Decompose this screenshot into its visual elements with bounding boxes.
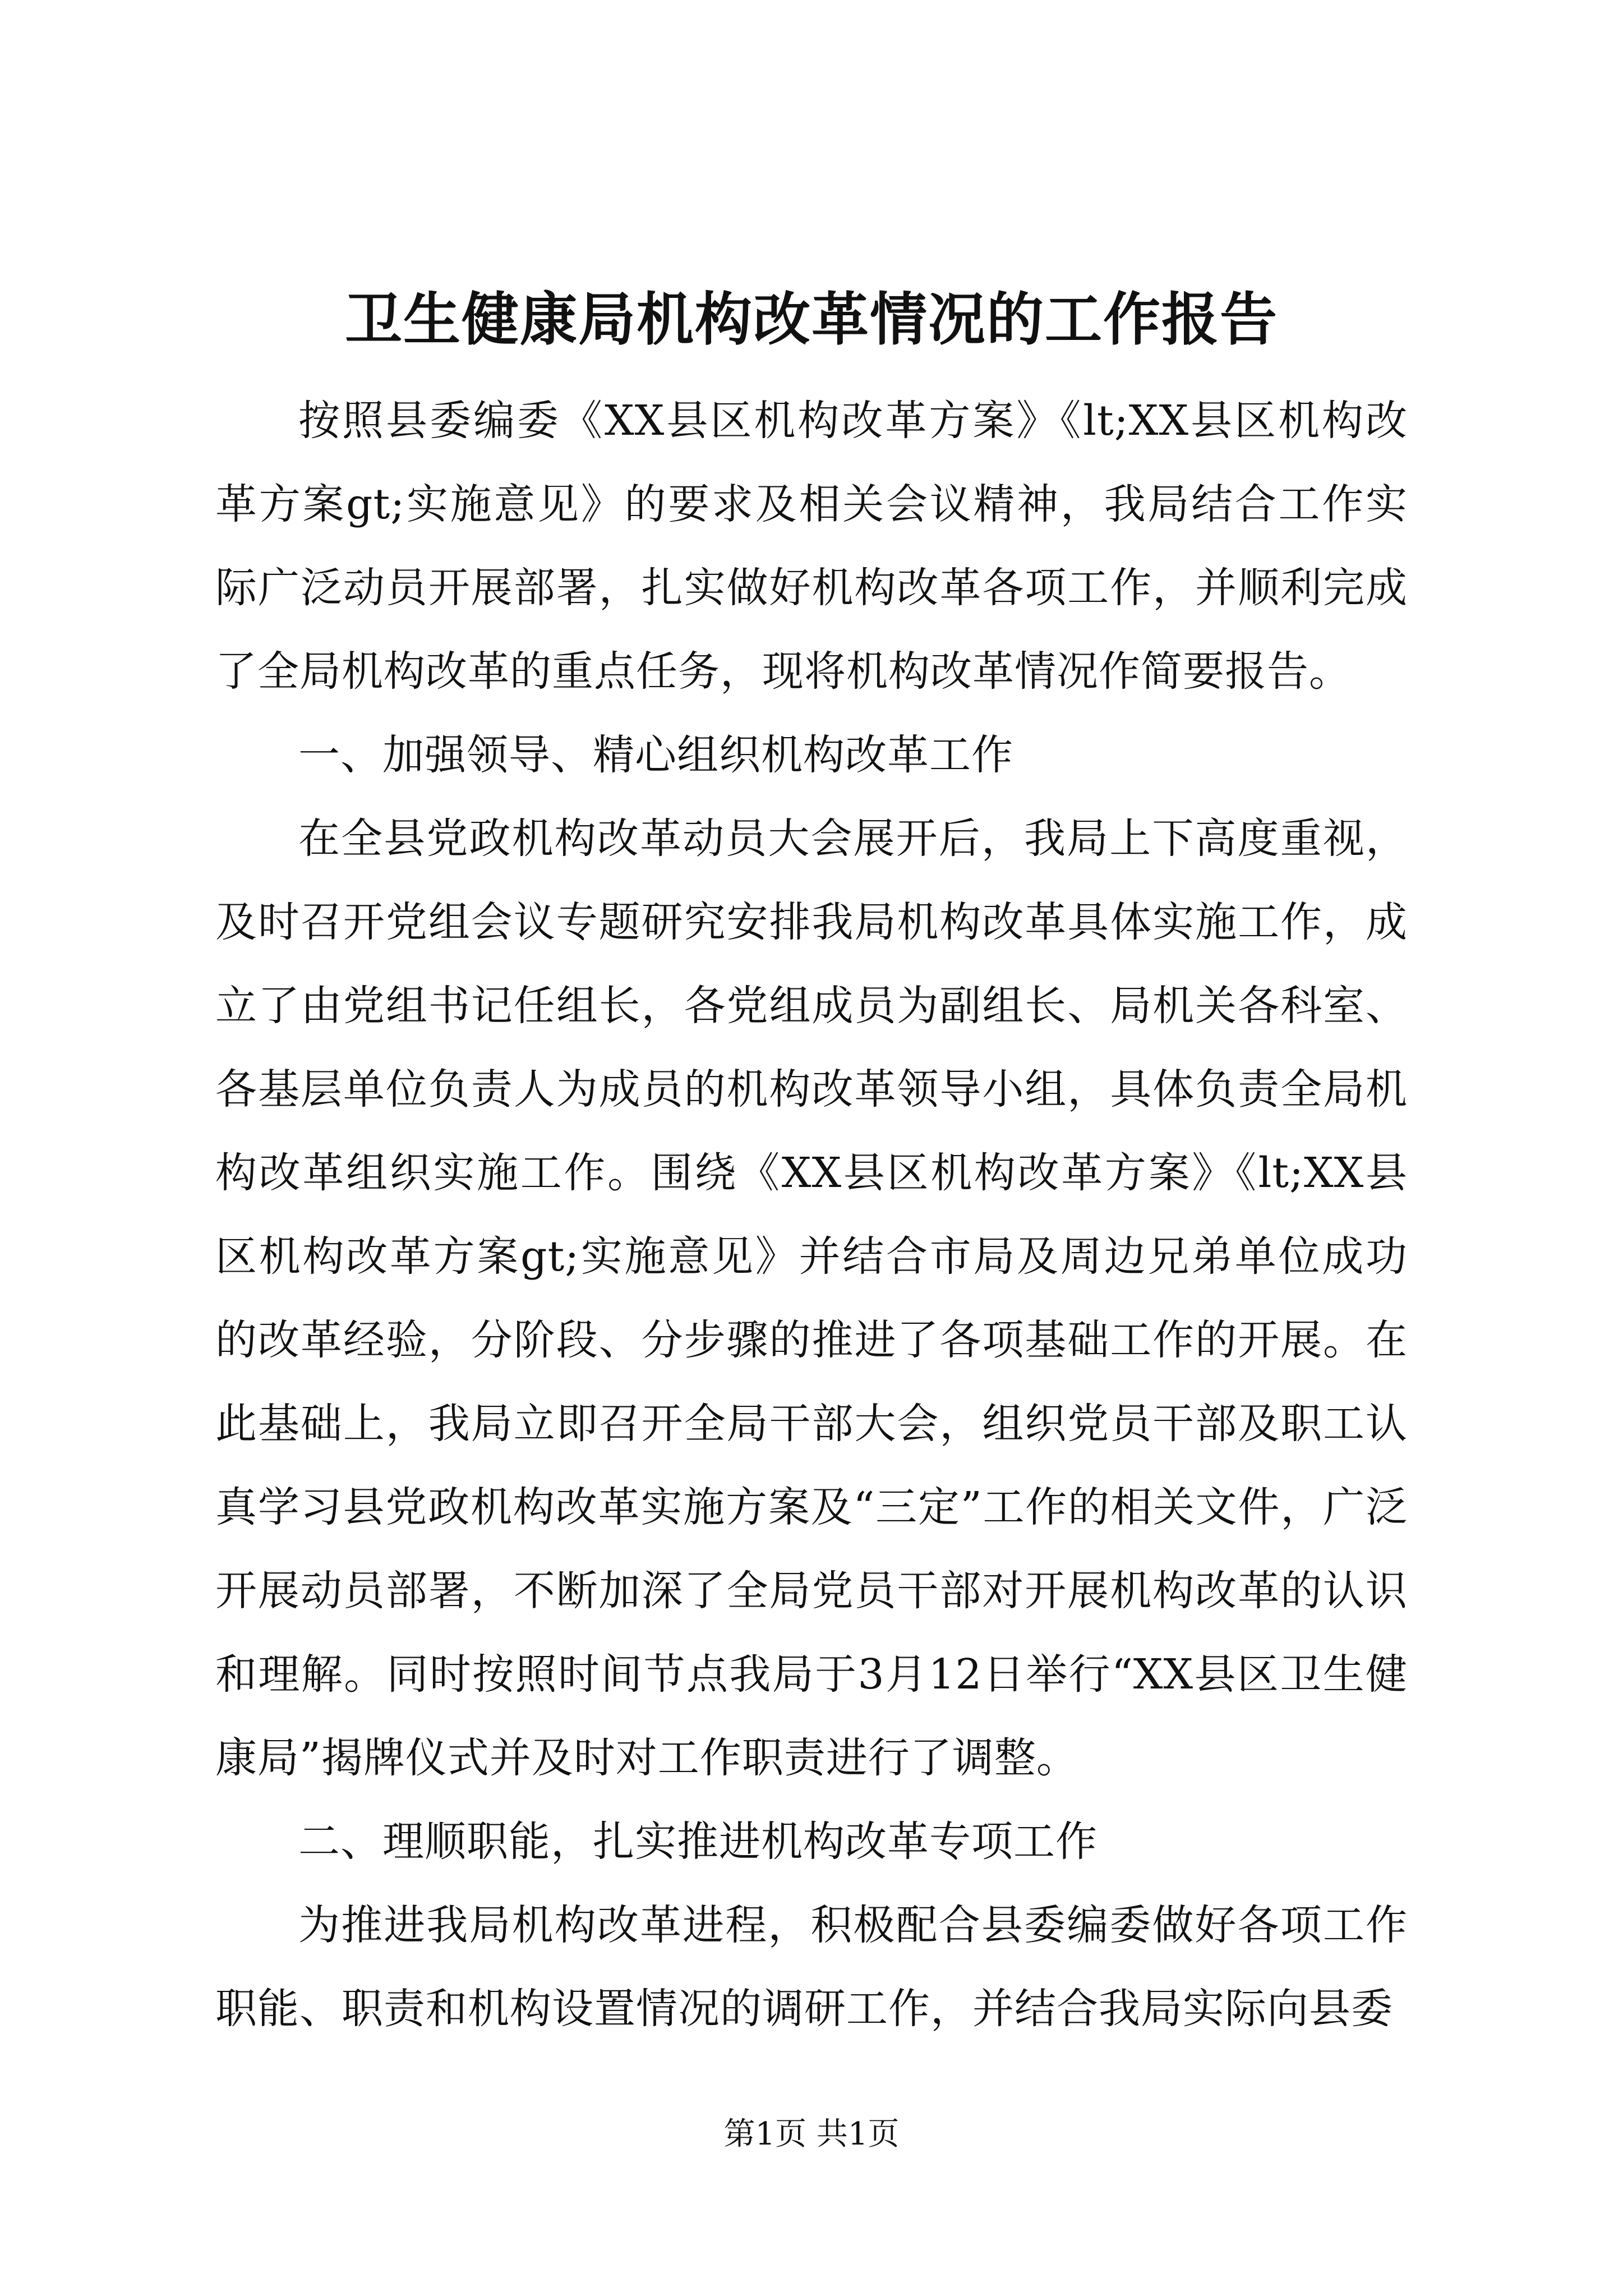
section-heading-2: 二、理顺职能，扎实推进机构改革专项工作 [298, 1818, 1098, 1866]
intro-paragraph: 按照县委编委《XX县区机构改革方案》《lt;XX县区机构改革方案gt;实施意见》的要求及相关会议精神，我局结合工作实际广泛动员开展部署，扎实做好机构改革各项工作，并顺利完成了全局机构改革的重点任务，现将机构改革情况作简要报告。 [215, 397, 1408, 696]
section-2-paragraph: 为推进我局机构改革进程，积极配合县委编委做好各项工作职能、职责和机构设置情况的调研工作，并结合我局实际向县委 [215, 1901, 1408, 2033]
document-body [215, 379, 1408, 2051]
section-heading-1: 一、加强领导、精心组织机构改革工作 [298, 731, 1013, 779]
page-footer: 第1页 共1页 [723, 2116, 900, 2152]
document-title: 卫生健康局机构改革情况的工作报告 [345, 286, 1278, 353]
section-1-paragraph: 在全县党政机构改革动员大会展开后，我局上下高度重视，及时召开党组会议专题研究安排我局机构改革具体实施工作，成立了由党组书记任组长，各党组成员为副组长、局机关各科室、各基层单位负责人为成员的机构改革领导小组，具体负责全局机构改革组织实施工作。围绕《XX县区机构改革方案》《lt;XX县区机构改革方案gt;实施意见》并结合市局及周边兄弟单位成功的改革经验，分阶段、分步骤的推进了各项基础工作的开展。在此基础上，我局立即召开全局干部大会，组织党员干部及职工认真学习县党政机构改革实施方案及“三定”工作的相关文件，广泛开展动员部署，不断加深了全局党员干部对开展机构改革的认识和理解。同时按照时间节点我局于3月12日举行“XX县区卫生健康局”揭牌仪式并及时对工作职责进行了调整。 [215, 815, 1408, 1782]
